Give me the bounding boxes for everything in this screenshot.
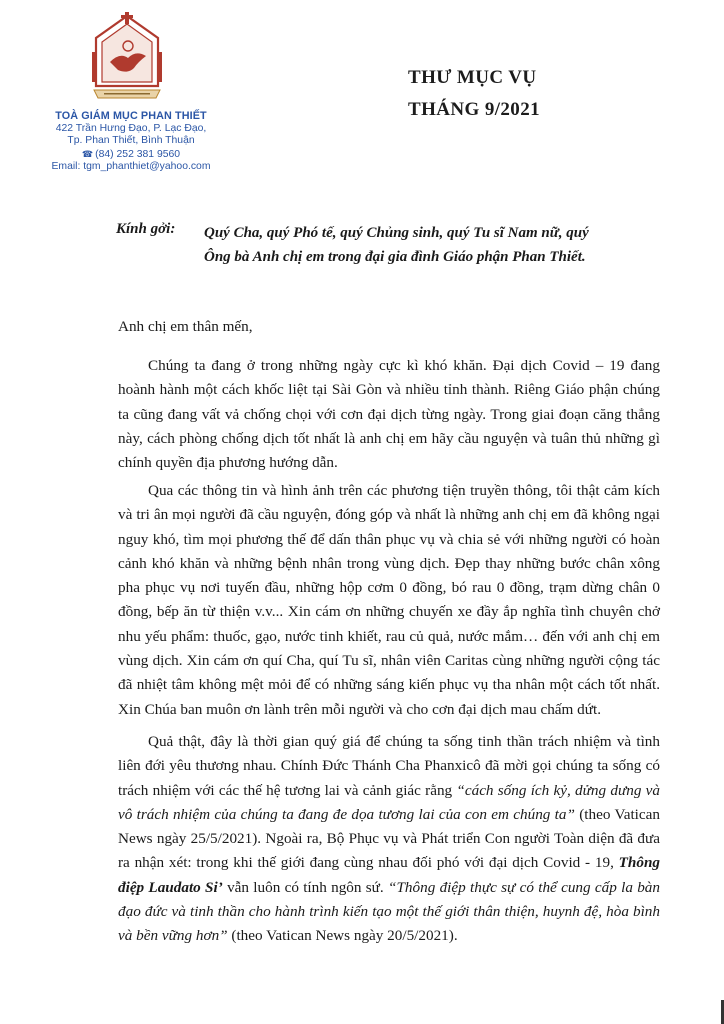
address-line-2: Tp. Phan Thiết, Bình Thuận: [67, 135, 195, 147]
encyclical-name: Thông điệp Laudato Si’: [118, 854, 660, 896]
paragraph-3-part-3: vẫn luôn có tính ngôn sứ.: [222, 878, 389, 896]
recipients-line-1: Quý Cha, quý Phó tế, quý Chủng sinh, quý Tu sĩ Nam nữ, quý: [204, 225, 589, 241]
salutation-recipients: [204, 221, 644, 269]
encyclical-quote: “Thông điệp thực sự có thể cung cấp la bàn đạo đức và tinh thần cho hành trình kiến tạo một thế giới thân thiện, huynh đệ, hòa bình và bền vững hơn”: [118, 878, 660, 945]
pope-quote: “cách sống ích kỷ, dửng dưng và vô trách nhiệm của chúng ta đang đe dọa tương lai của con em chúng ta”: [118, 781, 661, 823]
paragraph-3: [118, 730, 660, 949]
document-title: [408, 62, 608, 126]
paragraph-3-part-4: (theo Vatican News ngày 20/5/2021).: [227, 927, 458, 945]
paragraph-3-part-2: (theo Vatican News ngày 25/5/2021). Ngoài ra, Bộ Phục vụ và Phát triển Con người Toàn diện đã đưa ra nhận xét: trong khi thế giới đang cùng nhau đối phó với đại dịch Covid - 19,: [118, 805, 660, 872]
diocese-crest-icon: [88, 12, 166, 104]
phone-line: [36, 148, 226, 162]
paragraph-2: Qua các thông tin và hình ảnh trên các phương tiện truyền thông, tôi thật cảm kích và tri ân mọi người đã cầu nguyện, đóng góp và nhất là những anh chị em đã không ngại nguy khó, tìm mọi phương thế để dấn thân phục vụ và chia sẻ với những người có hoàn cảnh khó khăn và những bệnh nhân trong vùng dịch. Đẹp thay những bước chân xông pha phục vụ nơi tuyến đầu, những hộp cơm 0 đồng, bó rau 0 đồng, trạm dừng chân 0 đồng, bếp ăn từ thiện v.v... Xin cám ơn những chuyến xe đầy ắp nghĩa tình chuyên chở nhu yếu phẩm: thuốc, gạo, nước tinh khiết, rau củ quả, nước mắm… đến với anh chị em vùng dịch. Xin cám ơn quí Cha, quí Tu sĩ, nhân viên Caritas cùng những người cộng tác đã nhiệt tâm không mệt mỏi để có những sáng kiến phục vụ tha nhân một cách tốt nhất. Xin Chúa ban muôn ơn lành trên mỗi người và cho cơn đại dịch mau chấm dứt.: [118, 482, 660, 718]
opening-line: Anh chị em thân mến,: [118, 318, 253, 335]
address-line-1: 422 Trần Hưng Đạo, P. Lạc Đạo,: [55, 122, 207, 134]
email-line: Email: tgm_phanthiet@yahoo.com: [51, 161, 211, 173]
title-line-1: THƯ MỤC VỤ: [408, 67, 537, 88]
title-line-2: THÁNG 9/2021: [408, 99, 541, 120]
phone-icon: ☎: [81, 148, 94, 159]
diocese-contact-block: [36, 110, 226, 174]
phone-number: (84) 252 381 9560: [95, 148, 181, 160]
salutation-label: Kính gởi:: [116, 221, 176, 237]
paragraph-3-part-1: Quả thật, đây là thời gian quý giá để chúng ta sống tinh thần trách nhiệm và tình liên đới yêu thương nhau. Chính Đức Thánh Cha Phanxicô đã mời gọi chúng ta sống có trách nhiệm với các thế hệ tương lai và cảnh giác rằng: [118, 733, 660, 799]
recipients-line-2: Ông bà Anh chị em trong đại gia đình Giáo phận Phan Thiết.: [204, 249, 586, 265]
diocese-name: TOÀ GIÁM MỤC PHAN THIẾT: [55, 110, 207, 122]
paragraph-1: Chúng ta đang ở trong những ngày cực kì khó khăn. Đại dịch Covid – 19 đang hoành hành một cách khốc liệt tại Sài Gòn và nhiều tỉnh thành. Riêng Giáo phận chúng ta cũng đang vất vả chống chọi với cơn đại dịch từng ngày. Trong giai đoạn căng thẳng này, cách phòng chống dịch tốt nhất là anh chị em hãy cầu nguyện và tuân thủ những gì chính quyền địa phương hướng dẫn.: [118, 357, 660, 472]
